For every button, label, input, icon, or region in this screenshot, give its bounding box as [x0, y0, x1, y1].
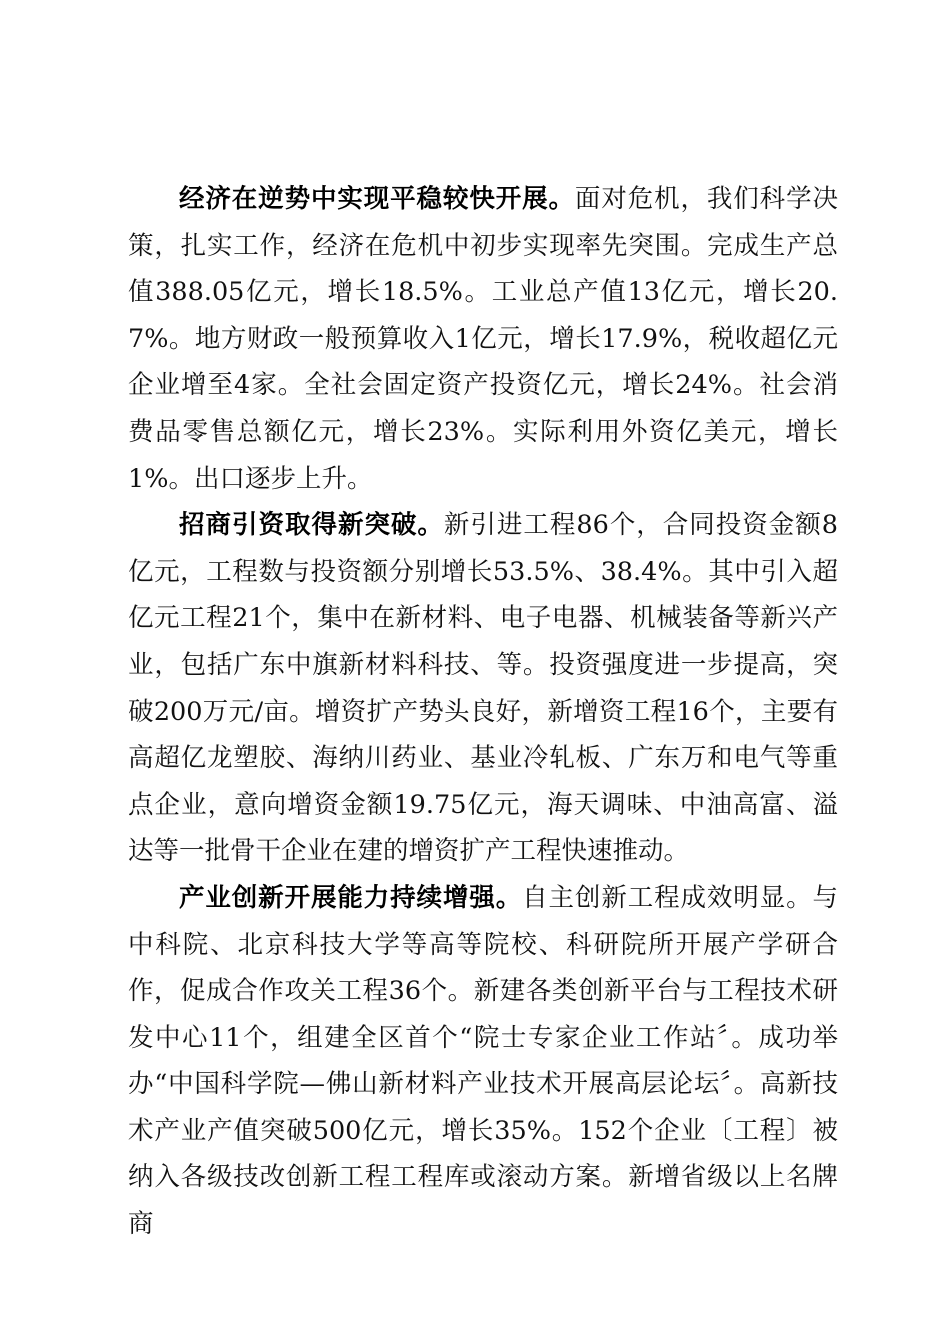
paragraph-heading-innovation: 产业创新开展能力持续增强。	[179, 882, 523, 913]
document-body	[128, 176, 838, 1248]
paragraph-heading-investment: 招商引资取得新突破。	[179, 510, 444, 541]
paragraph-heading-economy: 经济在逆势中实现平稳较快开展。	[179, 184, 575, 214]
paragraph-text-investment: 新引进工程86个，合同投资金额8亿元，工程数与投资额分别增长53.5%、38.4%。其中引入超亿元工程21个，集中在新材料、电子电器、机械装备等新兴产业，包括广东中旗新材料科技、等。投资强度进一步提高，突破200万元/亩。增资扩产势头良好，新增资工程16个，主要有高超亿龙塑胶、海纳川药业、基业冷轧板、广东万和电气等重点企业，意向增资金额19.75亿元，海天调味、中油高富、溢达等一批骨干企业在建的增资扩产工程快速推动。	[128, 510, 838, 867]
paragraph-text-economy: 面对危机，我们科学决策，扎实工作，经济在危机中初步实现率先突围。完成生产总值388.05亿元，增长18.5%。工业总产值13亿元，增长20.7%。地方财政一般预算收入1亿元，增长17.9%，税收超亿元企业增至4家。全社会固定资产投资亿元，增长24%。社会消费品零售总额亿元，增长23%。实际利用外资亿美元，增长1%。出口逐步上升。	[128, 184, 838, 494]
paragraph-text-innovation: 自主创新工程成效明显。与中科院、北京科技大学等高等院校、科研院所开展产学研合作，促成合作攻关工程36个。新建各类创新平台与工程技术研发中心11个，组建全区首个“院士专家企业工作站〞。成功举办“中国科学院—佛山新材料产业技术开展高层论坛〞。高新技术产业产值突破500亿元，增长35%。152个企业〔工程〕被纳入各级技改创新工程工程库或滚动方案。新增省级以上名牌商	[128, 882, 838, 1240]
paragraph-innovation	[128, 875, 838, 1248]
paragraph-investment	[128, 502, 838, 875]
paragraph-economy	[128, 176, 838, 502]
